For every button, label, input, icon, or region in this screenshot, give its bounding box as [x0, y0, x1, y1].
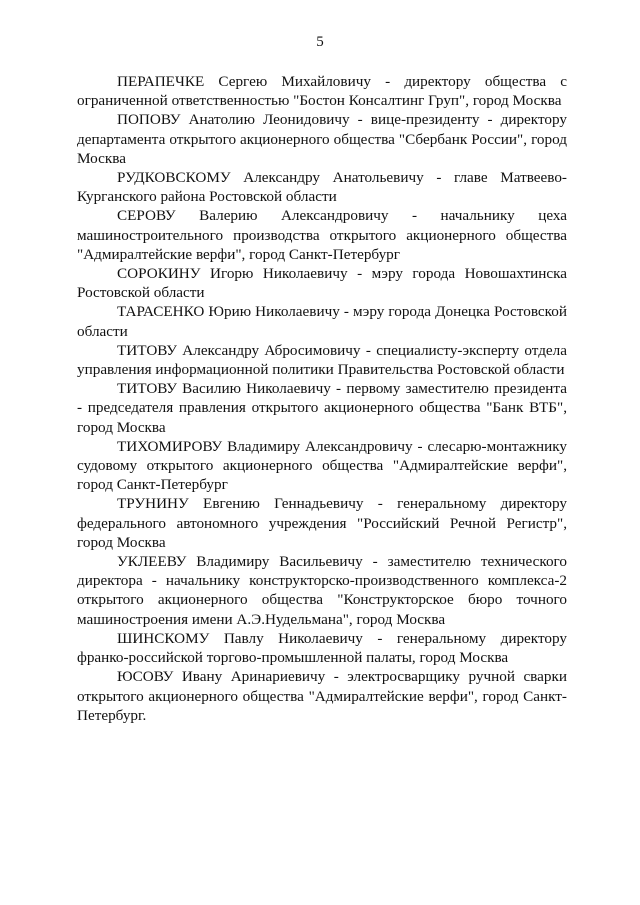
award-list — [77, 72, 567, 725]
page-number: 5 — [316, 34, 324, 50]
list-item: ПОПОВУ Анатолию Леонидовичу - вице-президенту - директору департамента открытого акционерного общества "Сбербанк России", город Москва — [77, 111, 567, 167]
list-item: ЮСОВУ Ивану Аринариевичу - электросварщику ручной сварки открытого акционерного общества "Адмиралтейские верфи", город Санкт-Петербург. — [77, 668, 567, 724]
list-item: ТИТОВУ Василию Николаевичу - первому заместителю президента - председателя правления открытого акционерного общества "Банк ВТБ", город Москва — [77, 380, 567, 436]
list-item: УКЛЕЕВУ Владимиру Васильевичу - заместителю технического директора - начальнику конструкторско-производственного комплекса-2 открытого акционерного общества "Конструкторское бюро точного машиностроения имени А.Э.Нудельмана", город Москва — [77, 553, 567, 628]
list-item: РУДКОВСКОМУ Александру Анатольевичу - главе Матвеево-Курганского района Ростовской области — [77, 169, 567, 206]
list-item: ПЕРАПЕЧКЕ Сергею Михайловичу - директору общества с ограниченной ответственностью "Бостон Консалтинг Груп", город Москва — [77, 73, 567, 110]
list-item: ТИТОВУ Александру Абросимовичу - специалисту-эксперту отдела управления информационной политики Правительства Ростовской области — [77, 341, 567, 379]
list-item: ШИНСКОМУ Павлу Николаевичу - генеральному директору франко-российской торгово-промышленной палаты, город Москва — [77, 629, 567, 667]
list-item: СЕРОВУ Валерию Александровичу - начальнику цеха машиностроительного производства открытого акционерного общества "Адмиралтейские верфи", город Санкт-Петербург — [77, 207, 567, 263]
list-item: ТРУНИНУ Евгению Геннадьевичу - генеральному директору федерального автономного учреждения "Российский Речной Регистр", город Москва — [77, 495, 567, 551]
list-item: ТАРАСЕНКО Юрию Николаевичу - мэру города Донецка Ростовской области — [77, 303, 567, 340]
list-item: ТИХОМИРОВУ Владимиру Александровичу - слесарю-монтажнику судовому открытого акционерного общества "Адмиралтейские верфи", город Санкт-Петербург — [77, 437, 567, 494]
list-item: СОРОКИНУ Игорю Николаевичу - мэру города Новошахтинска Ростовской области — [77, 265, 567, 302]
